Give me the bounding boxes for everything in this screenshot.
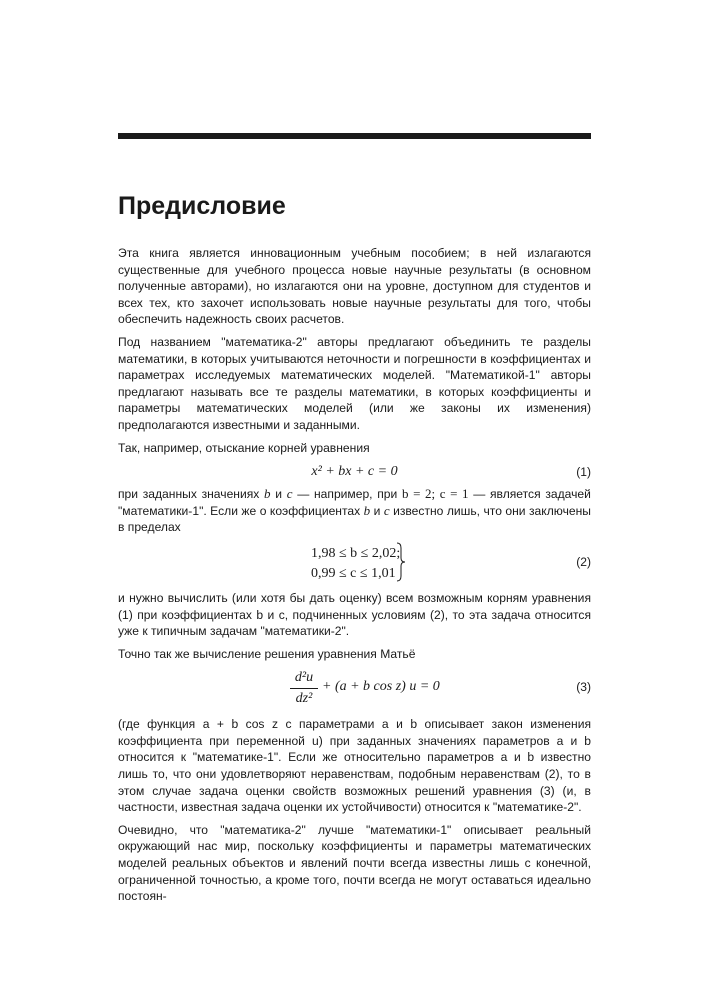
right-brace-icon — [396, 542, 406, 582]
paragraph-1: Эта книга является инновационным учебным пособием; в ней излагаются существенные для учебного процесса новые научные результаты (в основном полученные авторами), но излагаются они на уровне, доступном для студентов и всех тех, кто захочет использовать новые научные результаты для того, чтобы обеспечить надежность своих расчетов. — [118, 246, 591, 327]
paragraph-2: Под названием "математика-2" авторы предлагают объединить те разделы математики, в которых учитываются неточности и погрешности в коэффициентах и параметрах исследуемых математических моделей. "Математикой-1" авторы предлагают называть все те разделы математики, в которых коэффициенты и параметры математических моделей (или же законы их изменения) предполагаются известными и заданными. — [118, 334, 591, 432]
paragraph-3: Так, например, отыскание корней уравнения — [118, 440, 370, 455]
equation-2-line-1: 1,98 ≤ b ≤ 2,02; — [311, 545, 401, 561]
equation-1-formula: x² + bx + c = 0 — [311, 464, 398, 480]
body-text — [118, 245, 591, 911]
header-rule — [118, 133, 591, 139]
equation-3-number: (3) — [576, 680, 591, 695]
equation-3-fraction — [290, 668, 318, 709]
paragraph-4: при заданных значениях b и c — например, при b = 2; c = 1 — является задачей "математики-1". Если же о коэффициентах b и c известно лишь, что они заключены в пределах — [118, 486, 591, 535]
equation-3-numerator: d²u — [290, 668, 318, 689]
paragraph-6: Точно так же вычисление решения уравнения Матьё — [118, 646, 416, 661]
equation-1 — [118, 462, 591, 484]
equation-2-number: (2) — [576, 554, 591, 569]
equation-3-rest: + (a + b cos z) u = 0 — [322, 679, 440, 695]
equation-2 — [118, 542, 591, 586]
paragraph-5: и нужно вычислить (или хотя бы дать оценку) всем возможным корням уравнения (1) при коэффициентах b и c, подчиненных условиям (2), то эта задача относится уже к типичным задачам "математики-2". — [118, 590, 591, 639]
page-title: Предисловие — [118, 192, 286, 220]
equation-3 — [118, 668, 591, 714]
equation-3-denominator: dz² — [295, 691, 313, 707]
paragraph-7: (где функция a + b cos z с параметрами a и b описывает закон изменения коэффициента при переменной u) при заданных значениях параметров a и b относится к "математике-1". Если же относительно параметров a и b известно лишь то, что они удовлетворяют неравенствам, подобным неравенствам (2), то в этом случае задача оценки свойств возможных решений уравнения (3) (и, в частности, известная задача оценки их устойчивости) относится к "математике-2". — [118, 717, 591, 815]
equation-2-line-2: 0,99 ≤ c ≤ 1,01 — [311, 565, 396, 581]
equation-1-number: (1) — [576, 465, 591, 480]
paragraph-8: Очевидно, что "математика-2" лучше "математики-1" описывает реальный окружающий нас мир, поскольку коэффициенты и параметры математических моделей реальных объектов и явлений почти всегда известны лишь с конечной, ограниченной точностью, а кроме того, почти всегда не могут оставаться идеально постоян- — [118, 822, 591, 904]
